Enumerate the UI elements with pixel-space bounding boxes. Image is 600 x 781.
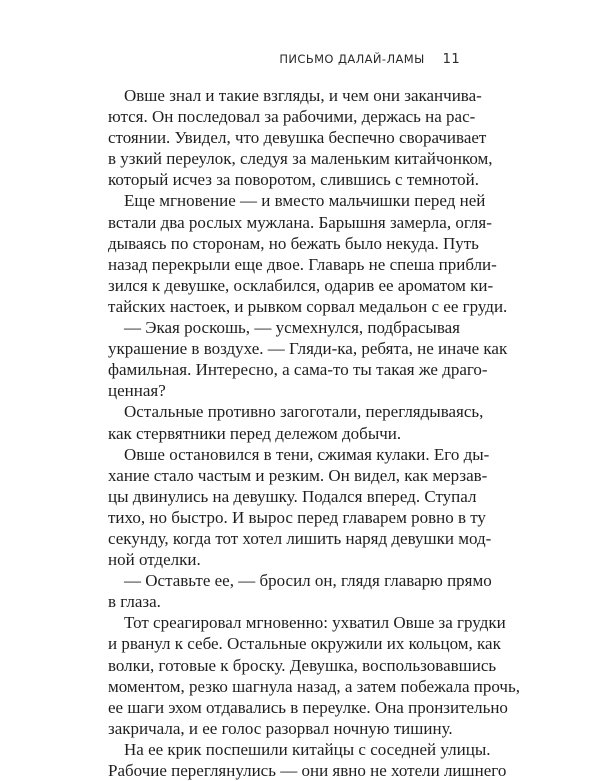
text-line: который исчез за поворотом, слившись с темнотой. bbox=[108, 170, 479, 190]
paragraph bbox=[108, 85, 493, 190]
text-line: цы двинулись на девушку. Подался вперед. Ступал bbox=[108, 486, 477, 506]
running-header bbox=[108, 52, 460, 74]
text-line: фамильная. Интересно, а сама-то ты такая же драго- bbox=[108, 360, 488, 380]
paragraph bbox=[108, 612, 520, 739]
text-line: тайских настоек, и рывком сорвал медальон с ее груди. bbox=[108, 296, 508, 316]
running-title: ПИСЬМО ДАЛАЙ-ЛАМЫ bbox=[279, 52, 425, 66]
text-line: Овше знал и такие взгляды, и чем они заканчива- bbox=[124, 86, 482, 105]
text-line: зился к девушке, осклабился, одарив ее ароматом ки- bbox=[108, 275, 494, 295]
text-line: стоянии. Увидел, что девушка беспечно сворачивает bbox=[108, 128, 487, 148]
paragraph bbox=[108, 739, 507, 781]
text-line: моментом, резко шагнула назад, а затем побежала прочь, bbox=[108, 676, 520, 696]
paragraph bbox=[108, 190, 508, 317]
text-line: в узкий переулок, следуя за маленьким китайчонком, bbox=[108, 149, 493, 169]
text-line: и рванул к себе. Остальные окружили их кольцом, как bbox=[108, 634, 501, 654]
text-line: Рабочие переглянулись — они явно не хотели лишнего bbox=[108, 761, 507, 780]
text-line: — Оставьте ее, — бросил он, глядя главарю прямо bbox=[124, 571, 492, 591]
text-line: секунду, когда тот хотел лишить наряд девушки мод- bbox=[108, 528, 492, 548]
text-line: как стервятники перед дележом добычи. bbox=[108, 423, 402, 443]
paragraph bbox=[108, 444, 492, 571]
paragraph bbox=[108, 570, 492, 612]
text-line: ценная? bbox=[108, 381, 166, 401]
text-line: — Экая роскошь, — усмехнулся, подбрасывая bbox=[124, 318, 460, 338]
text-line: Тот среагировал мгновенно: ухватил Овше за грудки bbox=[124, 613, 506, 633]
text-line: дываясь по сторонам, но бежать было некуда. Путь bbox=[108, 233, 479, 253]
text-line: ются. Он последовал за рабочими, держась на рас- bbox=[108, 107, 476, 127]
text-line: ее шаги эхом отдавались в переулке. Она пронзительно bbox=[108, 697, 508, 717]
text-line: закричала, и ее голос разорвал ночную тишину. bbox=[108, 718, 453, 738]
text-line: волки, готовые к броску. Девушка, воспользовавшись bbox=[108, 655, 497, 675]
text-line: назад перекрыли еще двое. Главарь не спеша прибли- bbox=[108, 254, 497, 274]
text-line: На ее крик поспешили китайцы с соседней улицы. bbox=[124, 739, 491, 759]
text-line: украшение в воздухе. — Гляди-ка, ребята, не иначе как bbox=[108, 339, 508, 359]
text-line: хание стало частым и резким. Он видел, как мерзав- bbox=[108, 465, 488, 485]
body-text bbox=[108, 85, 520, 781]
text-line: в глаза. bbox=[108, 592, 161, 612]
text-line: Остальные противно загоготали, переглядываясь, bbox=[124, 402, 484, 422]
page-number: 11 bbox=[442, 52, 460, 67]
text-line: встали два рослых мужлана. Барышня замерла, огля- bbox=[108, 212, 492, 232]
paragraph bbox=[108, 401, 484, 443]
text-line: Еще мгновение — и вместо мальчишки перед ней bbox=[124, 191, 486, 211]
text-line: ной отделки. bbox=[108, 550, 201, 570]
paragraph bbox=[108, 317, 508, 401]
text-line: тихо, но быстро. И вырос перед главарем ровно в ту bbox=[108, 507, 486, 527]
text-line: Овше остановился в тени, сжимая кулаки. Его ды- bbox=[124, 444, 490, 464]
